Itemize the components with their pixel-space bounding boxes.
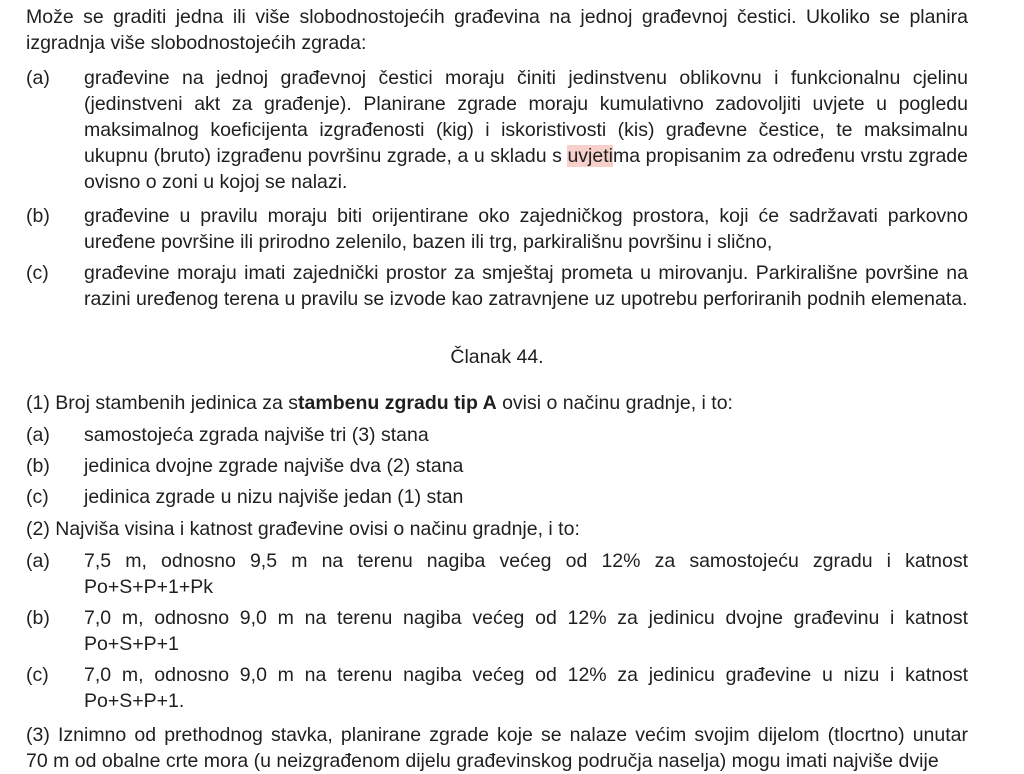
- list-item: [26, 548, 968, 600]
- list-marker: (a): [26, 67, 50, 89]
- intro-paragraph: [26, 4, 968, 56]
- list-marker: (a): [26, 550, 50, 572]
- section-3-paragraph: (3) Iznimno od prethodnog stavka, planirane zgrade koje se nalaze većim svojim dijelom (tlocrtno) unutar 70 m od obalne crte mora (u neizgrađenom dijelu građevinskog područja naselja) mogu imati najviše dvije: [26, 724, 968, 772]
- article-heading: Članak 44.: [450, 346, 544, 368]
- list-text: jedinica zgrade u nizu najviše jedan (1) stan: [84, 486, 464, 508]
- list-item: [26, 453, 968, 479]
- list-marker: (b): [26, 455, 50, 477]
- list-item: [26, 422, 968, 448]
- section-2-heading: (2) Najviša visina i katnost građevine ovisi o načinu gradnje, i to:: [26, 518, 580, 540]
- list-text: 7,0 m, odnosno 9,0 m na terenu nagiba većeg od 12% za jedinicu građevine u nizu i katnost Po+S+P+1.: [84, 664, 968, 712]
- section-1-heading: (1) Broj stambenih jedinica za stambenu zgradu tip A ovisi o načinu gradnje, i to:: [26, 392, 733, 414]
- list-text: 7,5 m, odnosno 9,5 m na terenu nagiba većeg od 12% za samostojeću zgradu i katnost Po+S+P+1+Pk: [84, 550, 968, 598]
- list-marker: (c): [26, 262, 49, 284]
- list-item: [26, 203, 968, 255]
- intro-text: Može se graditi jedna ili više slobodnostojećih građevina na jednoj građevnoj čestici. Ukoliko se planira izgradnja više slobodnostojećih zgrada:: [26, 6, 968, 54]
- bold-text: tambenu zgradu tip A: [298, 392, 497, 414]
- list-item: [26, 605, 968, 657]
- highlighted-text: uvjeti: [567, 145, 613, 167]
- list-item: [26, 260, 968, 312]
- list-text: samostojeća zgrada najviše tri (3) stana: [84, 424, 429, 446]
- list-marker: (c): [26, 664, 49, 686]
- list-marker: (b): [26, 607, 50, 629]
- list-text: građevine na jednoj građevnoj čestici moraju činiti jedinstvenu oblikovnu i funkcionalnu cjelinu (jedinstveni akt za građenje). Planirane zgrade moraju kumulativno zadovoljiti uvjete u pogledu maksimalnog koeficijenta izgrađenosti (kig) i iskoristivosti (kis) građevne čestice, te maksimalnu ukupnu (bruto) izgrađenu površinu zgrade, a u skladu s uvjetima propisanim za određenu vrstu zgrade ovisno o zoni u kojoj se nalazi.: [84, 67, 968, 193]
- list-item: [26, 484, 968, 510]
- list-marker: (b): [26, 205, 50, 227]
- list-marker: (a): [26, 424, 50, 446]
- list-text: jedinica dvojne zgrade najviše dva (2) stana: [84, 455, 464, 477]
- list-text: građevine moraju imati zajednički prostor za smještaj prometa u mirovanju. Parkirališne površine na razini uređenog terena u pravilu se izvode kao zatravnjene uz upotrebu perforiranih podnih elemenata.: [84, 262, 968, 310]
- list-text: 7,0 m, odnosno 9,0 m na terenu nagiba većeg od 12% za jedinicu dvojne građevinu i katnost Po+S+P+1: [84, 607, 968, 655]
- list-marker: (c): [26, 486, 49, 508]
- list-item: [26, 662, 968, 714]
- list-item: [26, 65, 968, 195]
- list-text: građevine u pravilu moraju biti orijentirane oko zajedničkog prostora, koji će sadržavati parkovno uređene površine ili prirodno zelenilo, bazen ili trg, parkirališnu površinu i slično,: [84, 205, 968, 253]
